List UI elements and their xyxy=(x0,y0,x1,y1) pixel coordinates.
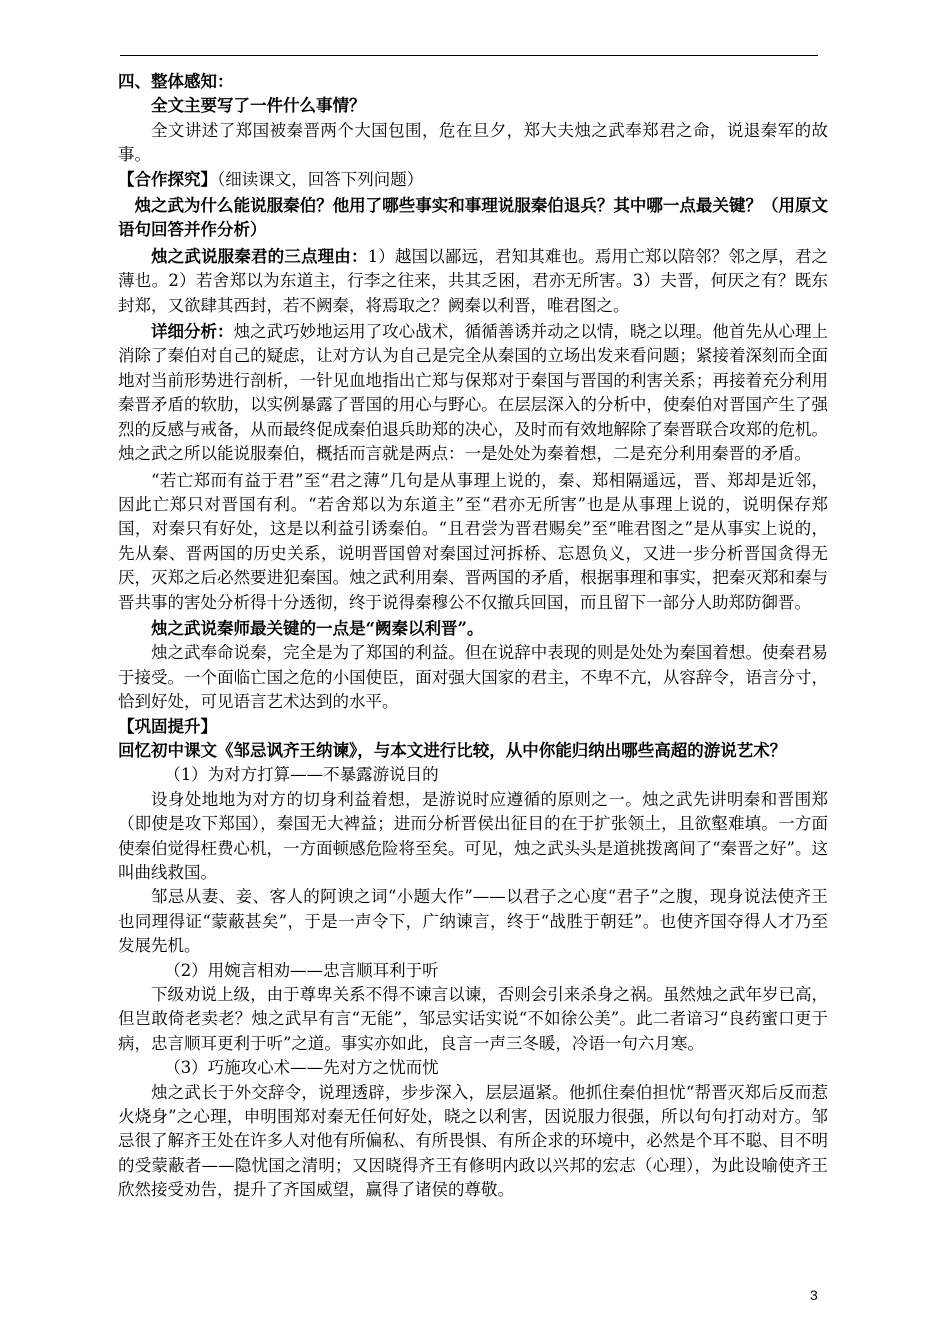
cooperation-note: （细读课文，回答下列问题） xyxy=(217,169,424,189)
key-point: 烛之武说秦师最关键的一点是“阙秦以利晋”。 xyxy=(151,618,484,638)
cooperation-question: 烛之武为什么能说服秦伯？他用了哪些事实和事理说服秦伯退兵？其中哪一点最关键？（用原文语句回答并作分析） xyxy=(118,196,828,240)
item-2-title: （2）用婉言相劝——忠言顺耳利于听 xyxy=(164,960,439,980)
item-2-para-1: 下级劝说上级，由于尊卑关系不得不谏言以谏，否则会引来杀身之祸。虽然烛之武年岁已高，但岂敢倚老卖老？烛之武早有言“无能”，邹忌实话实说“不如徐公美”。此二者谙习“良药蜜口更于病，忠言顺耳更利于听”之道。事实亦如此，良言一声三冬暖，冷语一句六月寒。 xyxy=(118,985,828,1053)
item-1-title: （1）为对方打算——不暴露游说目的 xyxy=(164,765,439,785)
item-3-para-1: 烛之武长于外交辞令，说理透辟，步步深入，层层逼紧。他抓住秦伯担忧“帮晋灭郑后反而惹火烧身”之心理，申明围郑对秦无任何好处，晓之以利害，因说服力很强，所以句句打动对方。邹忌很了解齐王处在许多人对他有所偏私、有所畏惧、有所企求的环境中，必然是个耳不聪、目不明的受蒙蔽者——隐忧国之清明；又因晓得齐王有修明内政以兴邦的宏志（心理），为此设喻使齐王欣然接受劝告，提升了齐国威望，赢得了诸侯的尊敬。 xyxy=(118,1082,828,1200)
consolidate-label: 【巩固提升】 xyxy=(118,716,217,736)
section-answer: 全文讲述了郑国被秦晋两个大国包围，危在旦夕，郑大夫烛之武奉郑君之命，说退秦军的故事。 xyxy=(118,120,828,165)
section-question: 全文主要写了一件什么事情？ xyxy=(151,96,366,116)
section-heading: 四、整体感知： xyxy=(118,72,234,91)
analysis-label: 详细分析： xyxy=(151,322,234,342)
analysis-paragraph-2: “若亡郑而有益于君”至“君之薄”几句是从事理上说的，秦、郑相隔遥远，晋、郑却是近邻，因此亡郑只对晋国有利。“若舍郑以为东道主”至“君亦无所害”也是从事理上说的，说明保存郑国，对秦只有好处，这是以利益引诱秦伯。“且君尝为晋君赐矣”至“唯君图之”是从事实上说的，先从秦、晋两国的历史关系，说明晋国曾对秦国过河拆桥、忘恩负义，又进一步分析晋国贪得无厌，灭郑之后必然要进犯秦国。烛之武利用秦、晋两国的矛盾，根据事理和事实，把秦灭郑和秦与晋共事的害处分析得十分透彻，终于说得秦穆公不仅撤兵回国，而且留下一部分人助郑防御晋。 xyxy=(118,470,828,612)
analysis-paragraph-3: 烛之武奉命说秦，完全是为了郑国的利益。但在说辞中表现的则是处处为秦国着想。使秦君易于接受。一个面临亡国之危的小国使臣，面对强大国家的君主，不卑不亢，从容辞令，语言分寸，恰到好处，可见语言艺术达到的水平。 xyxy=(118,643,828,712)
reasons-paragraph xyxy=(118,245,828,318)
analysis-text: 烛之武巧妙地运用了攻心战术，循循善诱并动之以情，晓之以理。他首先从心理上消除了秦伯对自己的疑虑，让对方认为自己是完全从秦国的立场出发来看问题；紧接着深刻而全面地对当前形势进行剖析，一针见血地指出亡郑与保郑对于秦国与晋国的利害关系；再接着充分利用秦晋矛盾的软肋，以实例暴露了晋国的用心与野心。在层层深入的分析中，使秦伯对晋国产生了强烈的反感与戒备，从而最终促成秦伯退兵助郑的决心，及时而有效地解除了秦晋联合攻郑的危机。烛之武之所以能说服秦伯，概括而言就是两点：一是处处为秦着想，二是充分利用秦晋的矛盾。 xyxy=(118,322,828,464)
page-body xyxy=(118,70,828,1203)
cooperation-label: 【合作探究】 xyxy=(118,169,217,189)
consolidate-question: 回忆初中课文《邹忌讽齐王纳谏》，与本文进行比较，从中你能归纳出哪些高超的游说艺术？ xyxy=(118,740,787,760)
reasons-label: 烛之武说服秦君的三点理由： xyxy=(151,246,368,266)
cooperation-heading xyxy=(118,168,828,192)
reasons-text: 1）越国以鄙远，君知其难也。焉用亡郑以陪邻？邻之厚，君之薄也。2）若舍郑以为东道主，行李之往来，共其乏困，君亦无所害。3）夫晋，何厌之有？既东封郑，又欲肆其西封，若不阙秦，将焉取之？阙秦以利晋，唯君图之。 xyxy=(118,246,829,315)
page-number: 3 xyxy=(810,1287,818,1303)
analysis-paragraph xyxy=(118,320,828,466)
item-3-title: （3）巧施攻心术——先对方之忧而忧 xyxy=(164,1058,439,1078)
item-1-para-1: 设身处地地为对方的切身利益着想，是游说时应遵循的原则之一。烛之武先讲明秦和晋围郑（即使是攻下郑国），秦国无大裨益；进而分析晋侯出征目的在于扩张领土，且欲壑难填。一方面使秦伯觉得枉费心机，一方面顿感危险将至矣。可见，烛之武头头是道挑拨离间了“秦晋之好”。这叫曲线救国。 xyxy=(118,789,828,882)
item-1-para-2: 邹忌从妻、妾、客人的阿谀之词“小题大作”——以君子之心度“君子”之腹，现身说法使齐王也同理得证“蒙蔽甚矣”，于是一声令下，广纳谏言，终于“战胜于朝廷”。也使齐国夺得人才乃至发展先机。 xyxy=(118,887,828,956)
header-rule xyxy=(120,55,818,56)
